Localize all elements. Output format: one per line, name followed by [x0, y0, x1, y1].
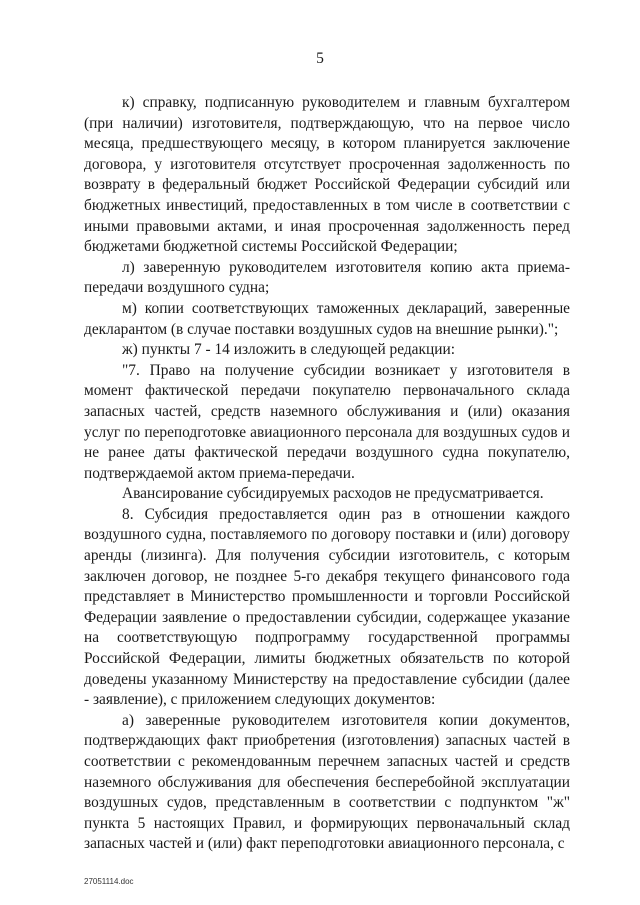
paragraph-advance: Авансирование субсидируемых расходов не предусматривается. [122, 485, 544, 503]
document-file-id: 27051114.doc [84, 877, 134, 886]
paragraph-8: 8. Субсидия предоставляется один раз в отношении каждого воздушного судна, поставляемого по договору поставки и (или) договору аренды (лизинга). Для получения субсидии изготовитель, с которым заключен договор, не позднее 5-го декабря текущего финансового года представляет в Министерство промышленности и торговли Российской Федерации заявление о предоставлении субсидии, содержащее указание на соответствующую подпрограмму государственной программы Российской Федерации, лимиты бюджетных обязательств по которой доведены указанному Министерству на предоставление субсидии (далее - заявление), с приложением следующих документов: [84, 505, 570, 709]
paragraph-l: л) заверенную руководителем изготовителя копию акта приема-передачи воздушного судна; [84, 258, 570, 297]
paragraph-k: к) справку, подписанную руководителем и главным бухгалтером (при наличии) изготовителя, подтверждающую, что на первое число месяца, предшествующего месяцу, в котором планируется заключение договора, у изготовителя отсутствует просроченная задолженность по возврату в федеральный бюджет Российской Федерации субсидий или бюджетных инвестиций, предоставленных в том числе в соответствии с иными правовыми актами, и иная просроченная задолженность перед бюджетами бюджетной системы Российской Федерации; [84, 94, 570, 256]
paragraph-m: м) копии соответствующих таможенных деклараций, заверенные декларантом (в случае поставки воздушных судов на внешние рынки)."; [84, 299, 570, 338]
page-number: 5 [316, 50, 324, 67]
paragraph-7: "7. Право на получение субсидии возникает у изготовителя в момент фактической передачи покупателю первоначального склада запасных частей, средств наземного обслуживания и (или) оказания услуг по переподготовке авиационного персонала для воздушных судов и не ранее даты фактической передачи воздушного судна покупателю, подтверждаемой актом приема-передачи. [84, 361, 570, 482]
paragraph-a: а) заверенные руководителем изготовителя копии документов, подтверждающих факт приобретения (изготовления) запасных частей в соответствии с рекомендованным перечнем запасных частей и средств наземного обслуживания для обеспечения бесперебойной эксплуатации воздушных судов, представленным в соответствии с подпунктом "ж" пункта 5 настоящих Правил, и формирующих первоначальный склад запасных частей и (или) факт переподготовки авиационного персонала, с [84, 711, 570, 853]
paragraph-zh: ж) пункты 7 - 14 изложить в следующей редакции: [122, 341, 455, 359]
document-body [84, 93, 570, 855]
